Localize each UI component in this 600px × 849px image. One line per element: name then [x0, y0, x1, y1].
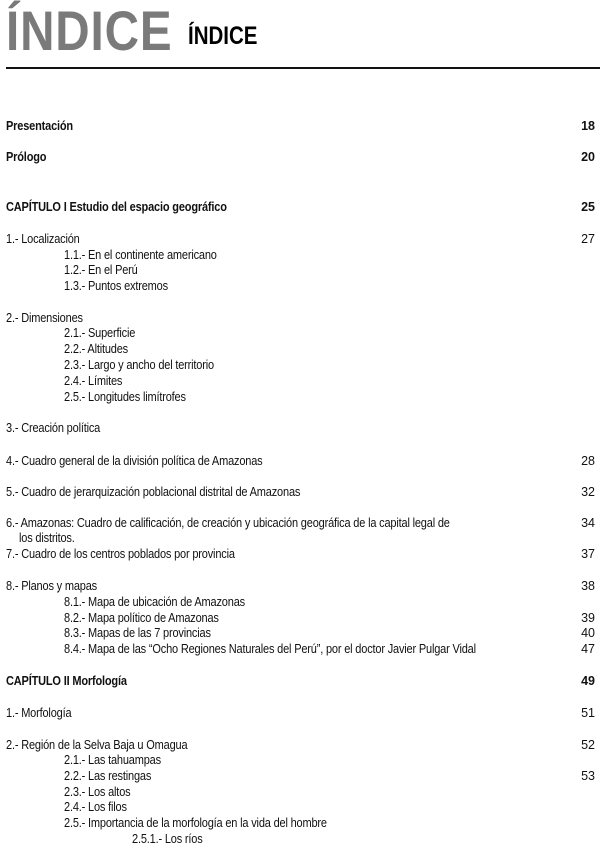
- toc-entry-page: 52: [581, 738, 595, 752]
- toc-entry: [0, 673, 600, 689]
- toc-entry: [0, 341, 600, 357]
- toc-entry: [0, 231, 600, 247]
- toc-entry: [0, 325, 600, 341]
- toc-entry: [0, 752, 600, 768]
- toc-entry: [0, 149, 600, 165]
- toc-entry-title: 1.- Localización: [6, 232, 80, 246]
- toc-entry: [0, 625, 600, 641]
- toc-entry: [0, 705, 600, 721]
- toc-entry-title: 2.2.- Las restingas: [64, 769, 152, 783]
- toc-entry-title: 2.5.1.- Los ríos: [132, 832, 203, 846]
- toc-entry: [0, 420, 600, 436]
- toc-entry-page: 51: [581, 706, 595, 720]
- toc-entry-title: 8.4.- Mapa de las “Ocho Regiones Naturales del Perú”, por el doctor Javier Pulgar Vidal: [64, 642, 476, 656]
- toc-entry-title: 8.2.- Mapa político de Amazonas: [64, 611, 219, 625]
- toc-entry: [0, 594, 600, 610]
- toc-entry: [0, 737, 600, 753]
- toc-entry-title: 5.- Cuadro de jerarquización poblacional distrital de Amazonas: [6, 485, 301, 499]
- toc-entry-title: 3.- Creación política: [6, 421, 101, 435]
- toc-entry-page: 53: [581, 769, 595, 783]
- toc-entry: [0, 453, 600, 469]
- toc-entry-page: 38: [581, 579, 595, 593]
- toc-entry-title: 2.- Región de la Selva Baja u Omagua: [6, 738, 188, 752]
- toc-entry-page: 32: [581, 485, 595, 499]
- page-title: ÍNDICE: [188, 22, 258, 50]
- toc-entry-title: 2.1.- Superficie: [64, 326, 136, 340]
- toc-entry: [0, 310, 600, 326]
- toc-entry: [0, 546, 600, 562]
- toc-entry-title: 2.1.- Las tahuampas: [64, 753, 161, 767]
- toc-entry: [0, 262, 600, 278]
- toc-entry: [0, 373, 600, 389]
- toc-entry: [0, 610, 600, 626]
- toc-entry-title: CAPÍTULO II Morfología: [6, 674, 127, 688]
- header-divider: [6, 67, 600, 69]
- toc-entry-title: 7.- Cuadro de los centros poblados por provincia: [6, 547, 235, 561]
- toc-entry-title: 2.2.- Altitudes: [64, 342, 129, 356]
- toc-entry: [0, 530, 600, 546]
- toc-entry: [0, 784, 600, 800]
- toc-entry-page: 40: [581, 626, 595, 640]
- toc-entry-title: 2.4.- Límites: [64, 374, 123, 388]
- toc-entry: [0, 199, 600, 215]
- toc-entry-title: Prólogo: [6, 150, 47, 164]
- toc-entry-title: 8.1.- Mapa de ubicación de Amazonas: [64, 595, 245, 609]
- toc-entry-page: 37: [581, 547, 595, 561]
- toc-entry: [0, 389, 600, 405]
- toc-entry: [0, 831, 600, 847]
- toc-entry-title: 1.1.- En el continente americano: [64, 248, 217, 262]
- toc-entry: [0, 641, 600, 657]
- toc-entry-title: 4.- Cuadro general de la división política de Amazonas: [6, 454, 263, 468]
- toc-entry: [0, 278, 600, 294]
- ghost-title: ÍNDICE: [6, 0, 173, 62]
- toc-entry-page: 18: [581, 119, 595, 133]
- toc-entry: [0, 484, 600, 500]
- toc-entry-page: 27: [581, 232, 595, 246]
- toc-entry-title: 2.- Dimensiones: [6, 311, 83, 325]
- toc-entry-page: 47: [581, 642, 595, 656]
- toc-entry: [0, 247, 600, 263]
- toc-entry-title: 1.2.- En el Perú: [64, 263, 138, 277]
- toc-entry-title: 2.5.- Longitudes limítrofes: [64, 390, 186, 404]
- toc-entry-title: 2.3.- Los altos: [64, 785, 131, 799]
- toc-entry-title: Presentación: [6, 119, 73, 133]
- toc-entry-page: 20: [581, 150, 595, 164]
- toc-entry: [0, 515, 600, 531]
- toc-entry: [0, 118, 600, 134]
- toc-entry-title: 1.3.- Puntos extremos: [64, 279, 168, 293]
- toc-entry-title: 2.4.- Los filos: [64, 800, 127, 814]
- toc-entry-page: 49: [581, 674, 595, 688]
- toc-entry-page: 34: [581, 516, 595, 530]
- toc-entry-page: 39: [581, 611, 595, 625]
- toc-entry-title: 8.3.- Mapas de las 7 provincias: [64, 626, 211, 640]
- toc-entry-title: 2.3.- Largo y ancho del territorio: [64, 358, 214, 372]
- toc-entry-title: 2.5.- Importancia de la morfología en la vida del hombre: [64, 816, 327, 830]
- toc-entry-title: 8.- Planos y mapas: [6, 579, 97, 593]
- toc-entry-title: 1.- Morfología: [6, 706, 72, 720]
- toc-entry: [0, 815, 600, 831]
- toc-entry: [0, 799, 600, 815]
- toc-entry: [0, 357, 600, 373]
- toc-entry-title: los distritos.: [19, 531, 75, 545]
- toc-entry-page: 28: [581, 454, 595, 468]
- toc-entry-title: 6.- Amazonas: Cuadro de calificación, de creación y ubicación geográfica de la capital legal de: [6, 516, 450, 530]
- toc-entry: [0, 578, 600, 594]
- toc-entry-title: CAPÍTULO I Estudio del espacio geográfico: [6, 200, 227, 214]
- toc-entry-page: 25: [581, 200, 595, 214]
- toc-entry: [0, 768, 600, 784]
